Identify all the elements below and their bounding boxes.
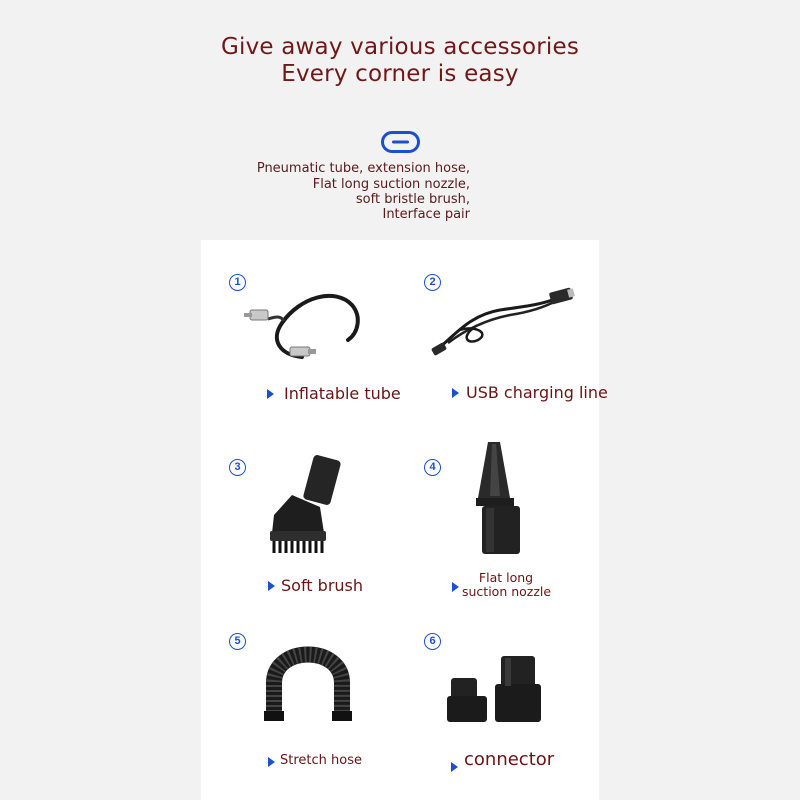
item-3-arrow-icon <box>268 581 275 591</box>
description-line-4: Interface pair <box>382 207 470 222</box>
item-2-arrow-icon <box>452 388 459 398</box>
item-6-arrow-icon <box>451 762 458 772</box>
description-line-1: Pneumatic tube, extension hose, <box>256 161 470 176</box>
item-5-number: 5 <box>229 633 246 650</box>
item-2-number: 2 <box>424 274 441 291</box>
item-3-label: Soft brush <box>281 576 364 595</box>
connector-pair-icon <box>443 650 553 725</box>
description-line-2: Flat long suction nozzle, <box>312 177 470 192</box>
item-6-label: connector <box>464 749 555 770</box>
item-4-label-line-2: suction nozzle <box>462 584 552 599</box>
crevice-nozzle-icon <box>470 440 540 560</box>
item-5-label: Stretch hose <box>280 753 362 768</box>
item-4-label-line-1: Flat long <box>478 570 534 585</box>
item-4-number: 4 <box>424 459 441 476</box>
item-4-arrow-icon <box>452 582 459 592</box>
item-4-label <box>462 571 550 599</box>
headline-line-2: Every corner is easy <box>281 61 519 87</box>
item-1-label: Inflatable tube <box>284 384 401 403</box>
brush-nozzle-icon <box>262 455 342 560</box>
air-hose-icon <box>240 285 370 375</box>
usb-c-port-icon <box>381 131 420 153</box>
item-1-arrow-icon <box>267 389 274 399</box>
item-2-label: USB charging line <box>466 383 608 402</box>
item-3-number: 3 <box>229 459 246 476</box>
headline-line-1: Give away various accessories <box>220 34 580 60</box>
usb-cable-icon <box>430 285 580 370</box>
description-line-3: soft bristle brush, <box>355 192 470 207</box>
item-5-arrow-icon <box>268 757 275 767</box>
item-6-number: 6 <box>424 633 441 650</box>
item-1-number: 1 <box>229 274 246 291</box>
flex-hose-icon <box>258 625 358 725</box>
